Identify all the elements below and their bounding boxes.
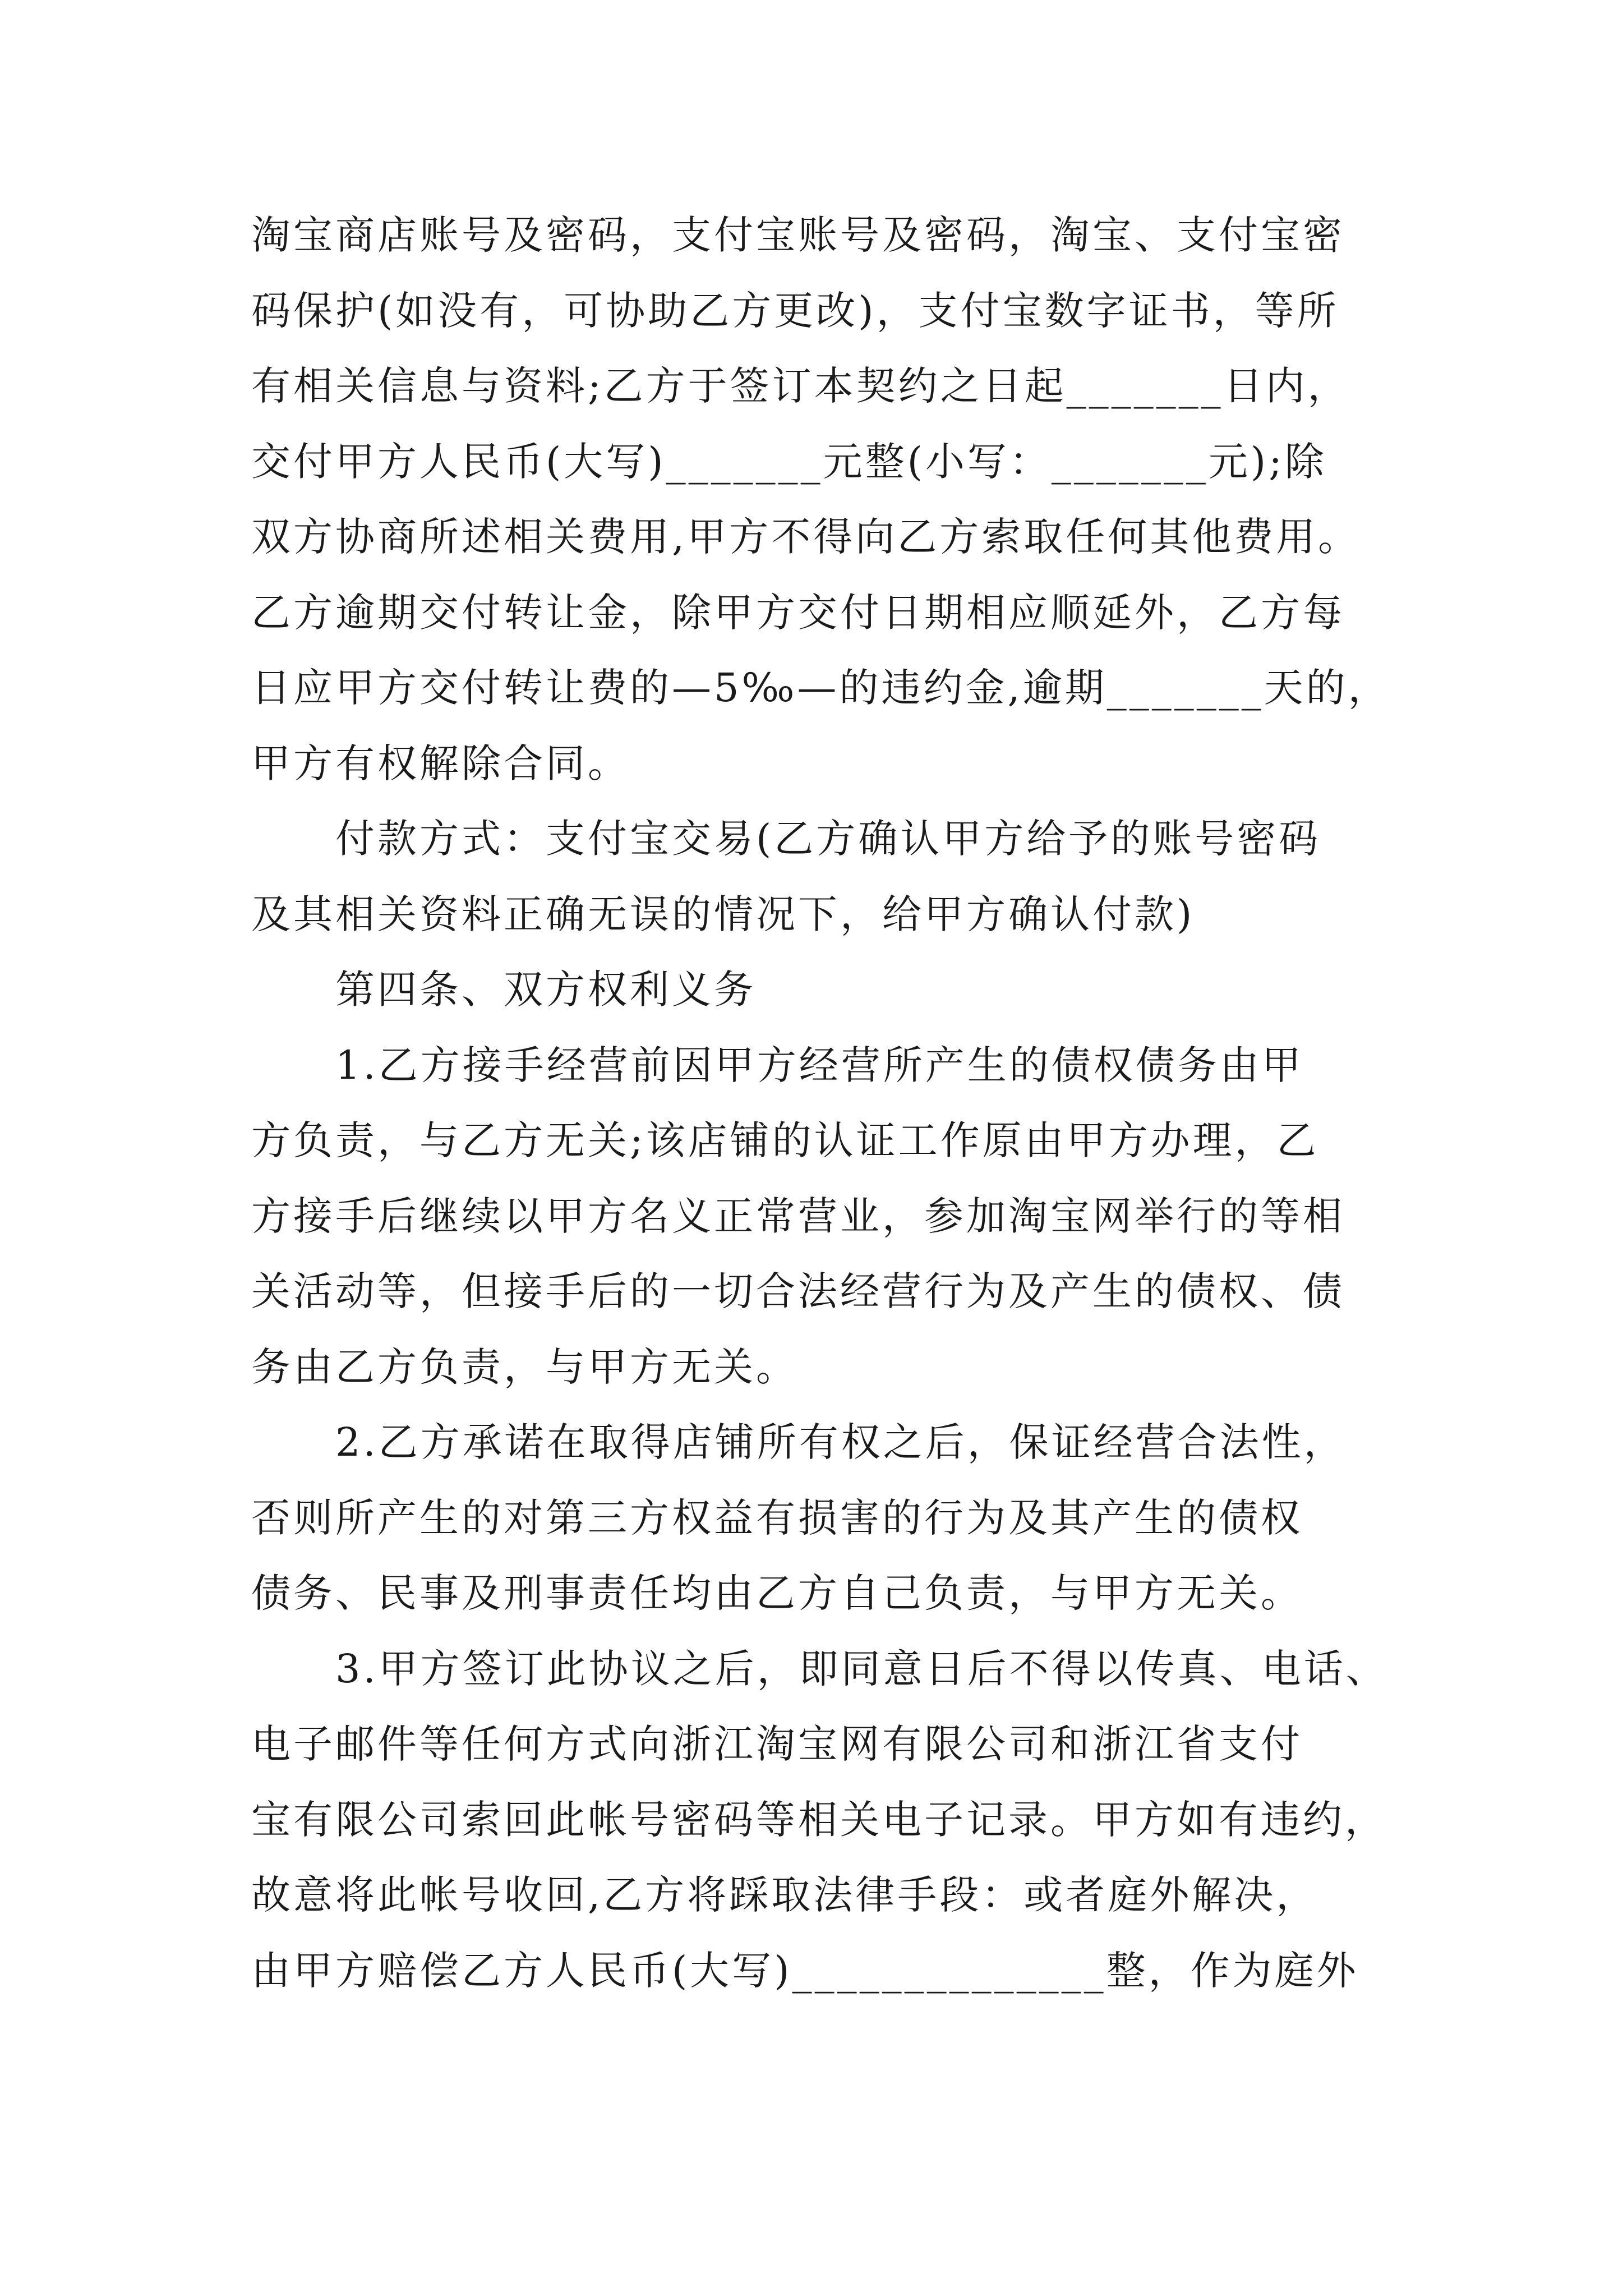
text-line: 宝有限公司索回此帐号密码等相关电子记录。甲方如有违约，	[251, 1796, 1387, 1843]
text-line: 方接手后继续以甲方名义正常营业，参加淘宝网举行的等相	[251, 1193, 1345, 1239]
paragraph-clause-2	[251, 1405, 1373, 1631]
text-line: 由甲方赔偿乙方人民币(大写)______________整，作为庭外	[251, 1947, 1359, 1994]
section-title: 第四条、双方权利义务	[335, 967, 756, 1013]
paragraph-account-transfer	[251, 197, 1390, 801]
paragraph-clause-3	[251, 1631, 1388, 2009]
text-line: 码保护(如没有，可协助乙方更改)，支付宝数字证书，等所	[251, 287, 1339, 334]
text-line: 否则所产生的对第三方权益有损害的行为及其产生的债权	[251, 1494, 1303, 1541]
paragraph-clause-1	[251, 1028, 1373, 1405]
text-line: 淘宝商店账号及密码，支付宝账号及密码，淘宝、支付宝密	[251, 212, 1345, 258]
contract-text-body	[251, 197, 1390, 2008]
paragraph-payment-method	[251, 801, 1373, 952]
text-line: 交付甲方人民币(大写)_______元整(小写：_______元);除	[251, 438, 1327, 485]
text-line: 关活动等，但接手后的一切合法经营行为及产生的债权、债	[251, 1268, 1345, 1314]
text-line: 甲方有权解除合同。	[251, 740, 630, 786]
text-line: 日应甲方交付转让费的—5‰—的违约金,逾期_______天的，	[251, 665, 1390, 711]
text-line: 务由乙方负责，与甲方无关。	[251, 1343, 798, 1390]
text-line: 有相关信息与资料;乙方于签订本契约之日起_______日内，	[251, 363, 1350, 409]
text-line: 2.乙方承诺在取得店铺所有权之后，保证经营合法性，	[335, 1419, 1346, 1465]
text-line: 1.乙方接手经营前因甲方经营所产生的债权债务由甲	[335, 1042, 1304, 1088]
section-heading-article-4	[251, 952, 1373, 1028]
text-line: 付款方式：支付宝交易(乙方确认甲方给予的账号密码	[335, 816, 1321, 862]
text-line: 及其相关资料正确无误的情况下，给甲方确认付款)	[251, 891, 1195, 937]
text-line: 乙方逾期交付转让金，除甲方交付日期相应顺延外，乙方每	[251, 589, 1345, 636]
text-line: 故意将此帐号收回,乙方将踩取法律手段：或者庭外解决，	[251, 1872, 1318, 1918]
text-line: 电子邮件等任何方式向浙江淘宝网有限公司和浙江省支付	[251, 1721, 1303, 1767]
text-line: 双方协商所述相关费用,甲方不得向乙方索取任何其他费用。	[251, 514, 1361, 560]
text-line: 3.甲方签订此协议之后，即同意日后不得以传真、电话、	[335, 1645, 1388, 1692]
text-line: 方负责，与乙方无关;该店铺的认证工作原由甲方办理，乙	[251, 1117, 1319, 1163]
text-line: 债务、民事及刑事责任均由乙方自己负责，与甲方无关。	[251, 1570, 1303, 1616]
